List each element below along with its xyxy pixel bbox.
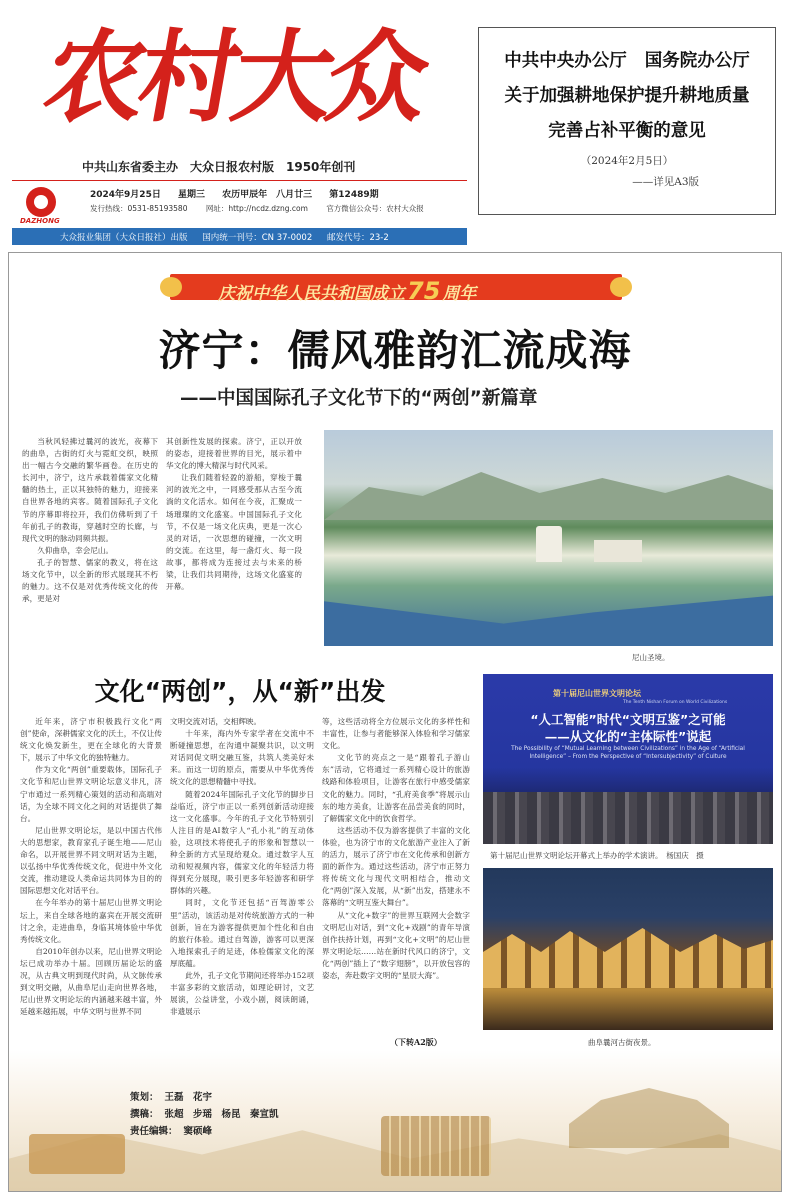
forum-name-en: The Tenth Nishan Forum on World Civilizations — [623, 700, 728, 705]
article-column-2 — [166, 436, 302, 624]
paragraph: 文化节的亮点之一是“跟着孔子游山东”活动，它将通过一系列精心设计的旅游线路和体验项目，让游客在旅行中感受儒家文化的魅力。同时，“孔府美食季”将展示山东的地方美食，让游客在品尝美食的同时，了解儒家文化中的饮食哲学。 — [322, 753, 470, 823]
credit-writers — [130, 1106, 285, 1123]
publisher-bar — [12, 228, 467, 245]
website[interactable]: 网址：http://ncdz.dzng.com — [205, 204, 308, 213]
notice-title-1: 关于加强耕地保护提升耕地质量 — [504, 86, 750, 106]
notice-issuers — [479, 44, 775, 79]
nishan-photo[interactable] — [324, 430, 773, 646]
forum-photo[interactable] — [483, 674, 773, 844]
paragraph: 近年来，济宁市积极践行文化“两创”使命，深耕儒家文化的沃土，不仅让传统文化焕发新生，更在全球化的大背景下，展示了中华文化的独特魅力。 — [20, 717, 162, 763]
banner-number: 75 — [407, 277, 441, 305]
credit-names: 张超 步瑶 杨昆 秦宣凯 — [164, 1109, 279, 1120]
paragraph: 当秋风轻拂过曩河的波光，夜幕下的曲阜，古街的灯火与霓虹交织，映照出一幅古今交融的繁华画卷。在历史的长河中，济宁，这片承载着儒家文化精髓的热土，正以其独特的魅力，迎接来自世界各地的宾客。随着国际孔子文化节的序幕即将拉开，我们仿佛听到了千年前孔子的教诲，穿越时空的长廊，与现代文明的脉动同频共振。 — [22, 437, 158, 543]
article-column-4 — [170, 716, 314, 1052]
paragraph: 此外，孔子文化节期间还将举办152项丰富多彩的文旅活动，如理论研讨，文艺展演，公益讲堂，小戏小剧，阅读朗诵，非遗展示 — [170, 970, 314, 1017]
issuer-2: 国务院办公厅 — [644, 51, 750, 71]
newspaper-logo: 农村大众 — [35, 18, 433, 136]
notice-date: （2024年2月5日） — [580, 155, 674, 167]
lunar-date: 农历甲辰年 八月廿三 — [222, 190, 313, 200]
paragraph: 从“文化+数字”的世界互联网大会数字文明尼山对话，到“文化+戏剧”的青年导演创作扶持计划，再到“文化+文明”的尼山世界文明论坛……站在新时代风口的济宁，文化“两创”插上了“数字翅膀”，以开放包容的姿态，奔赴数字文明的“星辰大海”。 — [322, 910, 470, 980]
paragraph: 让我们随着轻盈的游船，穿梭于曩河的波光之中，一同感受那从古至今流淌的文化活水。如何在今夜，汇聚成一场璀璨的文化盛宴。中国国际孔子文化节，不仅是一场文化庆典，更是一次心灵的对话，一次思想的碰撞，一次文明的交流。在这里，每一盏灯火、每一段故事，都将成为连接过去与未来的桥梁，让我们共同期待，这场文化盛宴的开幕。 — [166, 473, 302, 592]
article-column-3 — [20, 716, 162, 1052]
article-headline[interactable]: 济宁：儒风雅韵汇流成海 — [158, 326, 632, 375]
paragraph: 作为文化“两创”重要载体，国际孔子文化节和尼山世界文明论坛意义非凡，济宁市通过一系列精心策划的活动和高端对话，为全球不同文化之间的对话提供了舞台。 — [20, 765, 162, 823]
issuer-1: 中共中央办公厅 — [504, 51, 627, 71]
issue-number: 第12489期 — [329, 190, 379, 200]
credit-label: 策划： — [130, 1092, 159, 1103]
credit-label: 责任编辑： — [130, 1126, 178, 1137]
issue-info-row — [12, 180, 467, 225]
paragraph: 随着2024年国际孔子文化节的脚步日益临近，济宁市正以一系列创新活动迎接这一文化盛事。今年的孔子文化节特别引人注目的是AI数字人“孔小礼”的互动体验，这项技术将使孔子的形象和智慧以一种全新的方式呈现给观众。通过数字人互动和短视频内容，儒家文化的年轻活力将得到充分展现，吸引更多年轻游客和研学群体的兴趣。 — [170, 789, 314, 896]
issue-date — [90, 187, 393, 200]
photo-caption: 尼山圣境。 — [632, 653, 670, 662]
masthead — [12, 10, 467, 246]
audience-image — [483, 792, 773, 844]
badge-text: DAZHONG — [20, 217, 60, 225]
forum-title-2: ——从文化的“主体际性”说起 — [544, 729, 712, 744]
publisher: 大众报业集团（大众日报社）出版 — [60, 233, 188, 243]
anniversary-banner — [170, 270, 622, 304]
ancient-street-photo[interactable] — [483, 868, 773, 1030]
paragraph: 十年来，海内外专家学者在交流中不断碰撞思想，在沟通中凝聚共识，以文明对话同促文明交融互鉴，共筑人类美好未来。而这一切的原点，需要从中华优秀传统文化的思想精髓中寻找。 — [170, 729, 314, 787]
weekday: 星期三 — [177, 190, 205, 200]
paragraph: 同时，文化节还包括“百驾游零公里”活动，该活动是对传统旅游方式的一种创新，旨在为游客提供更加个性化和自由的旅行体验。通过自驾游，游客可以更深入地探索孔子的足迹，体验儒家文化的深厚底蕴。 — [170, 898, 314, 968]
forum-title-en: The Possibility of “Mutual Learning between Civilizations” in the Age of “Artificial Intelligence” – From the Perspective of “Intersubjectivity” of Culture — [511, 746, 745, 760]
policy-notice-box[interactable] — [478, 27, 776, 215]
photo-caption: 曲阜曩河古街夜景。 — [588, 1038, 656, 1047]
postal-code: 邮发代号：23-2 — [326, 233, 389, 243]
wechat: 官方微信公众号：农村大众报 — [326, 204, 424, 213]
contact-info — [90, 203, 440, 214]
hotline: 发行热线：0531-85193580 — [90, 204, 188, 213]
credit-label: 撰稿： — [130, 1109, 159, 1120]
date: 2024年9月25日 — [90, 190, 161, 200]
paragraph: 等，这些活动将全方位展示文化的多样性和丰富性，让参与者能够深入体验和学习儒家文化。 — [322, 717, 470, 751]
paragraph: 在今年举办的第十届尼山世界文明论坛上，来自全球各地的嘉宾在开展交流研讨之余，走进曲阜，身临其境体验中华优秀传统文化。 — [20, 898, 162, 944]
paragraph: 文明交流对话，交相辉映。 — [170, 717, 262, 726]
banner-text-a: 庆祝中华人民共和国成立 — [218, 284, 405, 304]
banner-text — [218, 277, 476, 305]
paragraph: 孔子的智慧、儒家的教义，将在这场文化节中，以全新的形式展现其不朽的魅力。这不仅是对优秀传统文化的传承，更是对 — [22, 557, 158, 604]
credit-editor — [130, 1123, 285, 1140]
paragraph: 这些活动不仅为游客提供了丰富的文化体验，也为济宁市的文化旅游产业注入了新的活力，展示了济宁市在文化传承和创新方面的新作为。通过这些活动，济宁市正努力将传统文化与现代文明相结合，推动文化“两创”深入发展，从“新”出发，搭建永不落幕的“文明互鉴大舞台”。 — [322, 825, 470, 908]
credits — [130, 1089, 285, 1140]
article-column-5 — [322, 716, 470, 1038]
notice-title-2: 完善占补平衡的意见 — [548, 121, 706, 141]
issn: 国内统一刊号：CN 37-0002 — [202, 233, 313, 243]
paragraph: 自2010年创办以来，尼山世界文明论坛已成功举办十届。回顾历届论坛的盛况，从古典文明到现代时尚，从文脉传承到文明交融，从曲阜尼山走向世界各地，尼山世界文明论坛的内涵越来越丰富，外延越来越拓展，中华文明与世界不同 — [20, 946, 162, 1017]
notice-page-ref[interactable]: ——详见A3版 — [632, 176, 699, 188]
forum-title-1: “人工智能”时代“文明互鉴”之可能 — [530, 712, 726, 727]
sponsor-line: 中共山东省委主办 大众日报农村版 1950年创刊 — [82, 160, 356, 174]
article-subhead: ——中国国际孔子文化节下的“两创”新篇章 — [180, 388, 538, 409]
banner-text-b: 周年 — [442, 284, 477, 304]
decorative-footer-art — [9, 1050, 781, 1191]
forum-name: 第十届尼山世界文明论坛 — [553, 689, 641, 698]
credit-names: 窦硕峰 — [183, 1126, 213, 1137]
dazhong-badge-icon — [20, 187, 66, 225]
paragraph: 久仰曲阜，幸会尼山。 — [37, 545, 114, 555]
section-title: 文化“两创”，从“新”出发 — [94, 677, 386, 706]
continue-note[interactable]: （下转A2版） — [390, 1037, 442, 1047]
credit-names: 王磊 花宇 — [164, 1092, 213, 1103]
photo-caption: 第十届尼山世界文明论坛开幕式上举办的学术演讲。 杨国庆 摄 — [490, 851, 704, 860]
article-column-1 — [22, 436, 158, 624]
paragraph: 其创新性发展的探索。济宁，正以开放的姿态，迎接着世界的目光，展示着中华文化的博大精深与时代风采。 — [166, 437, 302, 471]
paragraph: 尼山世界文明论坛，是以中国古代伟大的思想家，教育家孔子诞生地——尼山命名，以开展世界不同文明对话为主题，以弘扬中华优秀传统文化，促进中外文化交流，推动建设人类命运共同体为目的的国际思想文化对话平台。 — [20, 825, 162, 896]
credit-planning — [130, 1089, 285, 1106]
